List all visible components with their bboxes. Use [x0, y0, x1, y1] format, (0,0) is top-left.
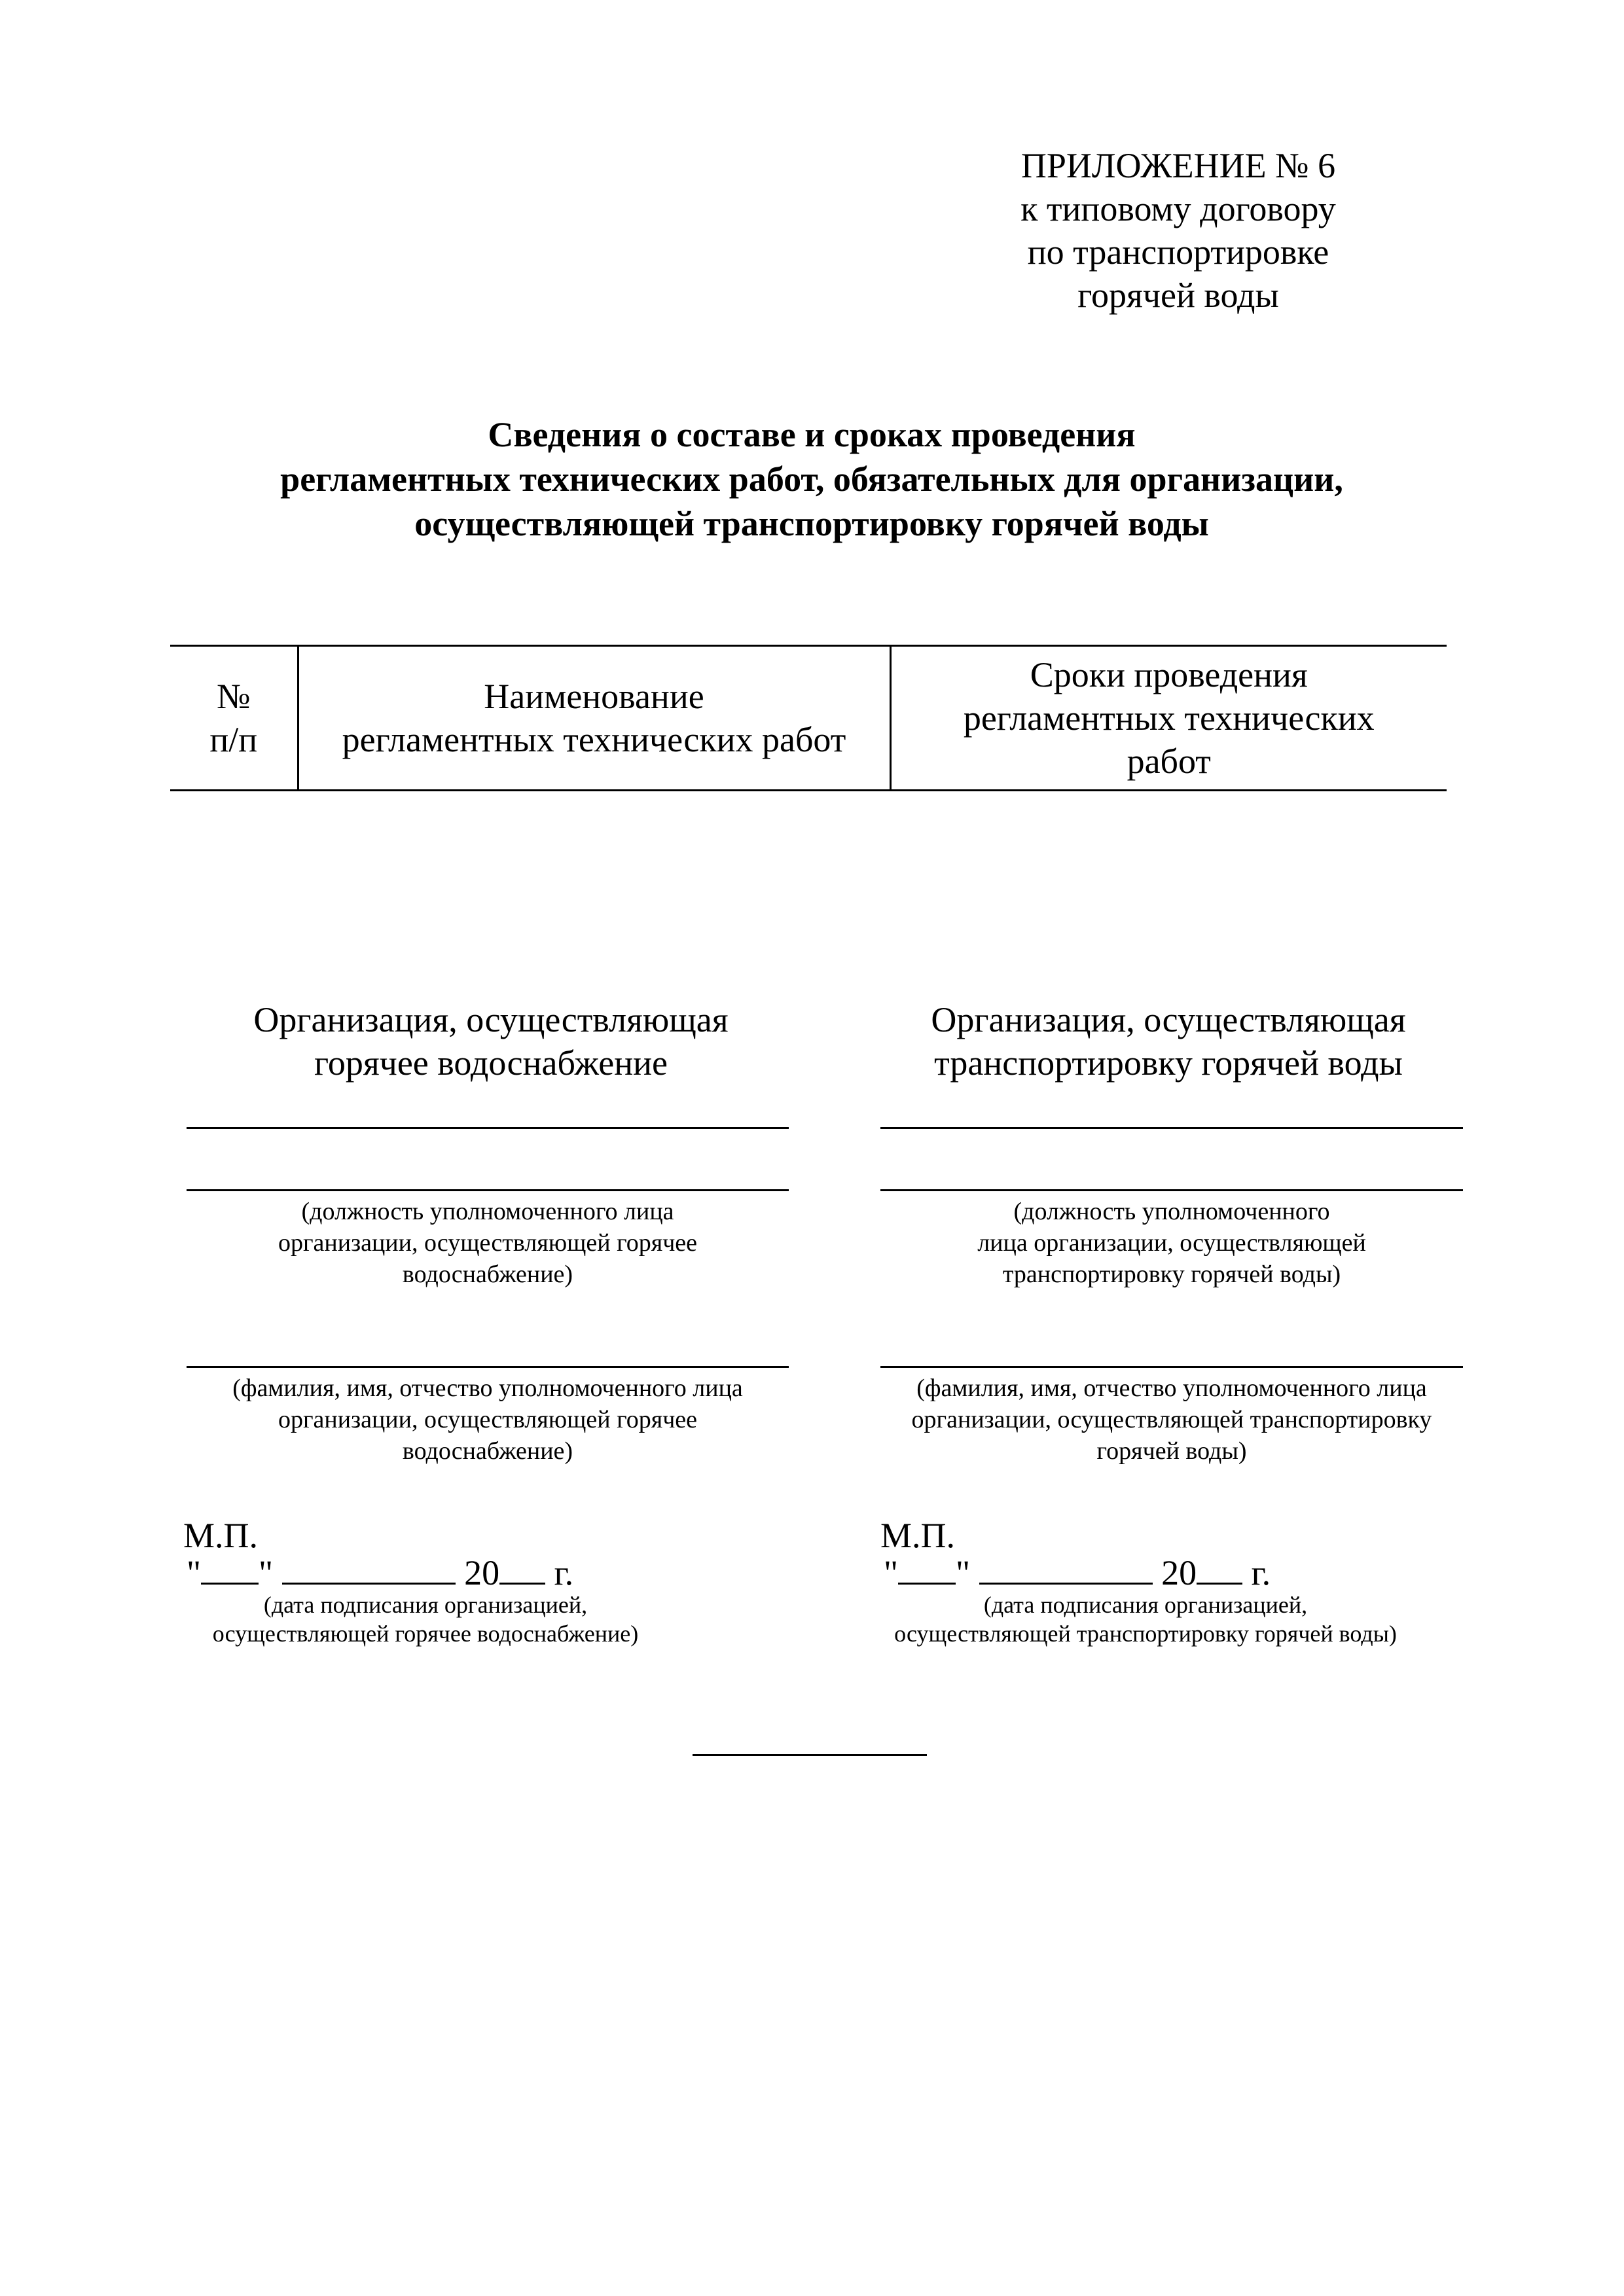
left-name-caption-line-2: организации, осуществляющей горячее	[278, 1406, 698, 1433]
appendix-line-3: по транспортировке	[1027, 232, 1329, 272]
appendix-heading	[982, 144, 1375, 317]
right-year-prefix: 20	[1161, 1553, 1197, 1592]
right-position-caption-line-3: транспортировку горячей воды)	[1002, 1261, 1341, 1288]
right-position-line[interactable]	[880, 1189, 1463, 1191]
right-position-caption-line-1: (должность уполномоченного	[1013, 1198, 1330, 1225]
right-stamp-place: М.П.	[880, 1516, 956, 1555]
left-name-caption-line-3: водоснабжение)	[402, 1437, 573, 1465]
appendix-line-4: горячей воды	[1077, 276, 1279, 315]
appendix-line-2: к типовому договору	[1020, 189, 1336, 228]
left-year-prefix: 20	[464, 1553, 500, 1592]
left-org-line-2: горячее водоснабжение	[314, 1043, 668, 1083]
appendix-number: ПРИЛОЖЕНИЕ № 6	[1020, 146, 1336, 185]
right-year-blank[interactable]	[1197, 1551, 1242, 1585]
left-date-caption-line-2: осуществляющей горячее водоснабжение)	[212, 1621, 639, 1647]
right-quote-close: "	[956, 1553, 971, 1592]
left-date-line	[187, 1551, 573, 1592]
left-position-caption-line-1: (должность уполномоченного лица	[301, 1198, 674, 1225]
right-name-line[interactable]	[880, 1366, 1463, 1368]
left-quote-open: "	[187, 1553, 202, 1592]
left-day-blank[interactable]	[201, 1551, 259, 1585]
left-quote-close: "	[259, 1553, 274, 1592]
footer-separator	[693, 1754, 927, 1756]
left-blank-line[interactable]	[187, 1127, 789, 1129]
right-date-caption	[844, 1590, 1447, 1648]
right-position-caption-line-2: лица организации, осуществляющей	[977, 1229, 1366, 1257]
header-schedule-line-1: Сроки проведения	[1030, 655, 1308, 694]
header-number-sign: №	[216, 677, 251, 716]
right-day-blank[interactable]	[898, 1551, 956, 1585]
right-position-caption	[857, 1196, 1486, 1290]
right-name-caption-line-2: организации, осуществляющей транспортировку	[911, 1406, 1432, 1433]
header-number-abbr: п/п	[209, 720, 258, 759]
left-org-title	[177, 998, 805, 1085]
left-name-line[interactable]	[187, 1366, 789, 1368]
right-name-caption-line-3: горячей воды)	[1096, 1437, 1247, 1465]
left-month-blank[interactable]	[282, 1551, 456, 1585]
left-org-line-1: Организация, осуществляющая	[253, 1000, 729, 1039]
title-line-2: регламентных технических работ, обязательных для организации,	[280, 459, 1343, 499]
left-name-caption-line-1: (фамилия, имя, отчество уполномоченного лица	[232, 1374, 743, 1402]
table-header-row	[170, 646, 1447, 791]
left-position-caption-line-2: организации, осуществляющей горячее	[278, 1229, 698, 1257]
right-name-caption	[857, 1372, 1486, 1467]
left-stamp-place: М.П.	[183, 1516, 259, 1555]
title-line-3: осуществляющей транспортировку горячей воды	[414, 504, 1209, 543]
left-date-caption	[131, 1590, 720, 1648]
right-org-line-2: транспортировку горячей воды	[934, 1043, 1403, 1083]
works-table	[170, 645, 1447, 791]
right-date-line	[884, 1551, 1271, 1592]
title-line-1: Сведения о составе и сроках проведения	[488, 415, 1136, 454]
right-quote-open: "	[884, 1553, 899, 1592]
left-year-blank[interactable]	[499, 1551, 545, 1585]
right-org-line-1: Организация, осуществляющая	[931, 1000, 1406, 1039]
header-number	[170, 646, 298, 791]
right-date-caption-line-1: (дата подписания организацией,	[983, 1592, 1308, 1618]
left-date-caption-line-1: (дата подписания организацией,	[263, 1592, 588, 1618]
left-position-line[interactable]	[187, 1189, 789, 1191]
header-work-name-line-1: Наименование	[484, 677, 704, 716]
left-position-caption	[173, 1196, 802, 1290]
left-position-caption-line-3: водоснабжение)	[402, 1261, 573, 1288]
header-schedule-line-2: регламентных технических	[963, 698, 1375, 738]
left-name-caption	[173, 1372, 802, 1467]
right-blank-line[interactable]	[880, 1127, 1463, 1129]
header-schedule	[890, 646, 1447, 791]
header-work-name	[298, 646, 890, 791]
right-name-caption-line-1: (фамилия, имя, отчество уполномоченного лица	[916, 1374, 1427, 1402]
left-year-suffix: г.	[554, 1553, 574, 1592]
header-schedule-line-3: работ	[1127, 742, 1211, 781]
right-year-suffix: г.	[1251, 1553, 1271, 1592]
right-date-caption-line-2: осуществляющей транспортировку горячей воды)	[894, 1621, 1397, 1647]
document-title	[164, 412, 1460, 546]
right-org-title	[854, 998, 1483, 1085]
header-work-name-line-2: регламентных технических работ	[342, 720, 846, 759]
right-month-blank[interactable]	[979, 1551, 1153, 1585]
